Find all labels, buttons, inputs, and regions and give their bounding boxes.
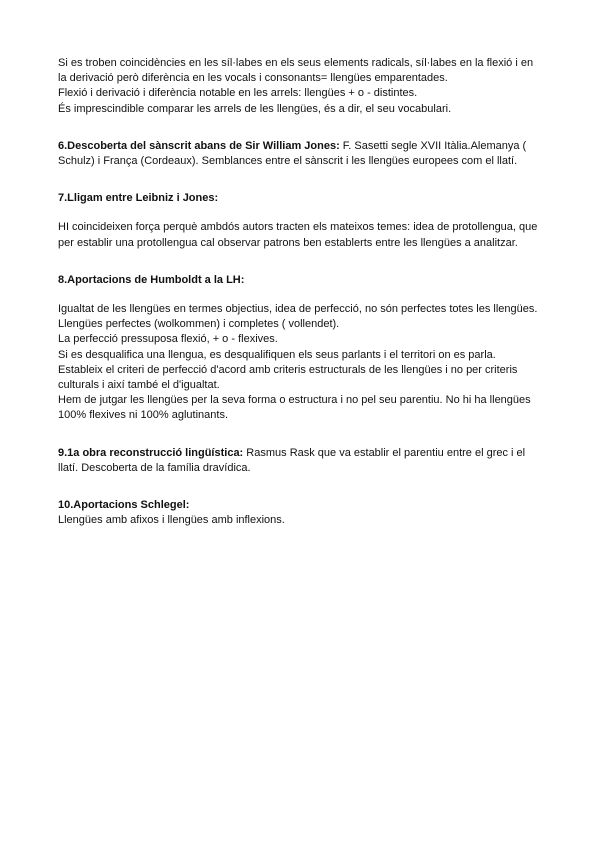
intro-paragraph: [58, 56, 550, 117]
text-line: Si es troben coincidències en les síl·labes en els seus elements radicals, síl·labes en la flexió i en: [58, 57, 534, 69]
section-9: [58, 446, 550, 476]
document-page: [58, 56, 550, 538]
text-line: Hem de jutgar les llengües per la seva forma o estructura i no pel seu parentiu. No hi ha llengües: [58, 394, 531, 407]
section-6: [58, 139, 550, 169]
section-9-text: llatí. Descoberta de la família dravídica.: [58, 461, 251, 474]
section-6-text: Schulz) i França (Cordeaux). Semblances entre el sànscrit i les llengües europees com el llatí.: [58, 155, 518, 168]
text-line: La perfecció pressuposa flexió, + o - flexives.: [58, 333, 278, 346]
text-line: HI coincideixen força perquè ambdós autors tracten els mateixos temes: idea de protollengua, que: [58, 221, 538, 234]
section-10-heading: 10.Aportacions Schlegel:: [58, 499, 190, 512]
section-9-heading: 9.1a obra reconstrucció lingüística:: [58, 446, 244, 459]
section-7: [58, 191, 550, 251]
text-line: Llengües perfectes (wolkommen) i completes ( vollendet).: [58, 318, 340, 331]
text-line: Flexió i derivació i diferència notable en les arrels: llengües + o - distintes.: [58, 87, 418, 100]
section-8: [58, 273, 550, 424]
section-6-text: F. Sasetti segle XVII Itàlia.Alemanya (: [339, 139, 527, 152]
section-10-text: Llengües amb afixos i llengües amb inflexions.: [58, 514, 285, 527]
text-line: Estableix el criteri de perfecció d'acord amb criteris estructurals de les llengües i no per criteris: [58, 363, 518, 376]
text-line: Si es desqualifica una llengua, es desqualifiquen els seus parlants i el territori on es parla.: [58, 348, 496, 361]
text-line: culturals i així també el d'igualtat.: [58, 379, 220, 392]
text-line: Igualtat de les llengües en termes objectius, idea de perfecció, no són perfectes totes les llengües.: [58, 303, 538, 316]
section-10: [58, 498, 550, 528]
section-8-heading: 8.Aportacions de Humboldt a la LH:: [58, 273, 245, 286]
text-line: És imprescindible comparar les arrels de les llengües, és a dir, el seu vocabulari.: [58, 102, 452, 115]
text-line: per establir una protollengua cal observar patrons ben establerts entre les llengües a analitzar.: [58, 236, 518, 249]
section-9-text: Rasmus Rask que va establir el parentiu entre el grec i el: [243, 446, 526, 459]
section-6-heading: 6.Descoberta del sànscrit abans de Sir William Jones:: [58, 139, 340, 152]
section-7-heading: 7.Lligam entre Leibniz i Jones:: [58, 192, 219, 205]
text-line: 100% flexives ni 100% aglutinants.: [58, 409, 228, 422]
text-line: la derivació però diferència en les vocals i consonants= llengües emparentades.: [58, 72, 448, 85]
